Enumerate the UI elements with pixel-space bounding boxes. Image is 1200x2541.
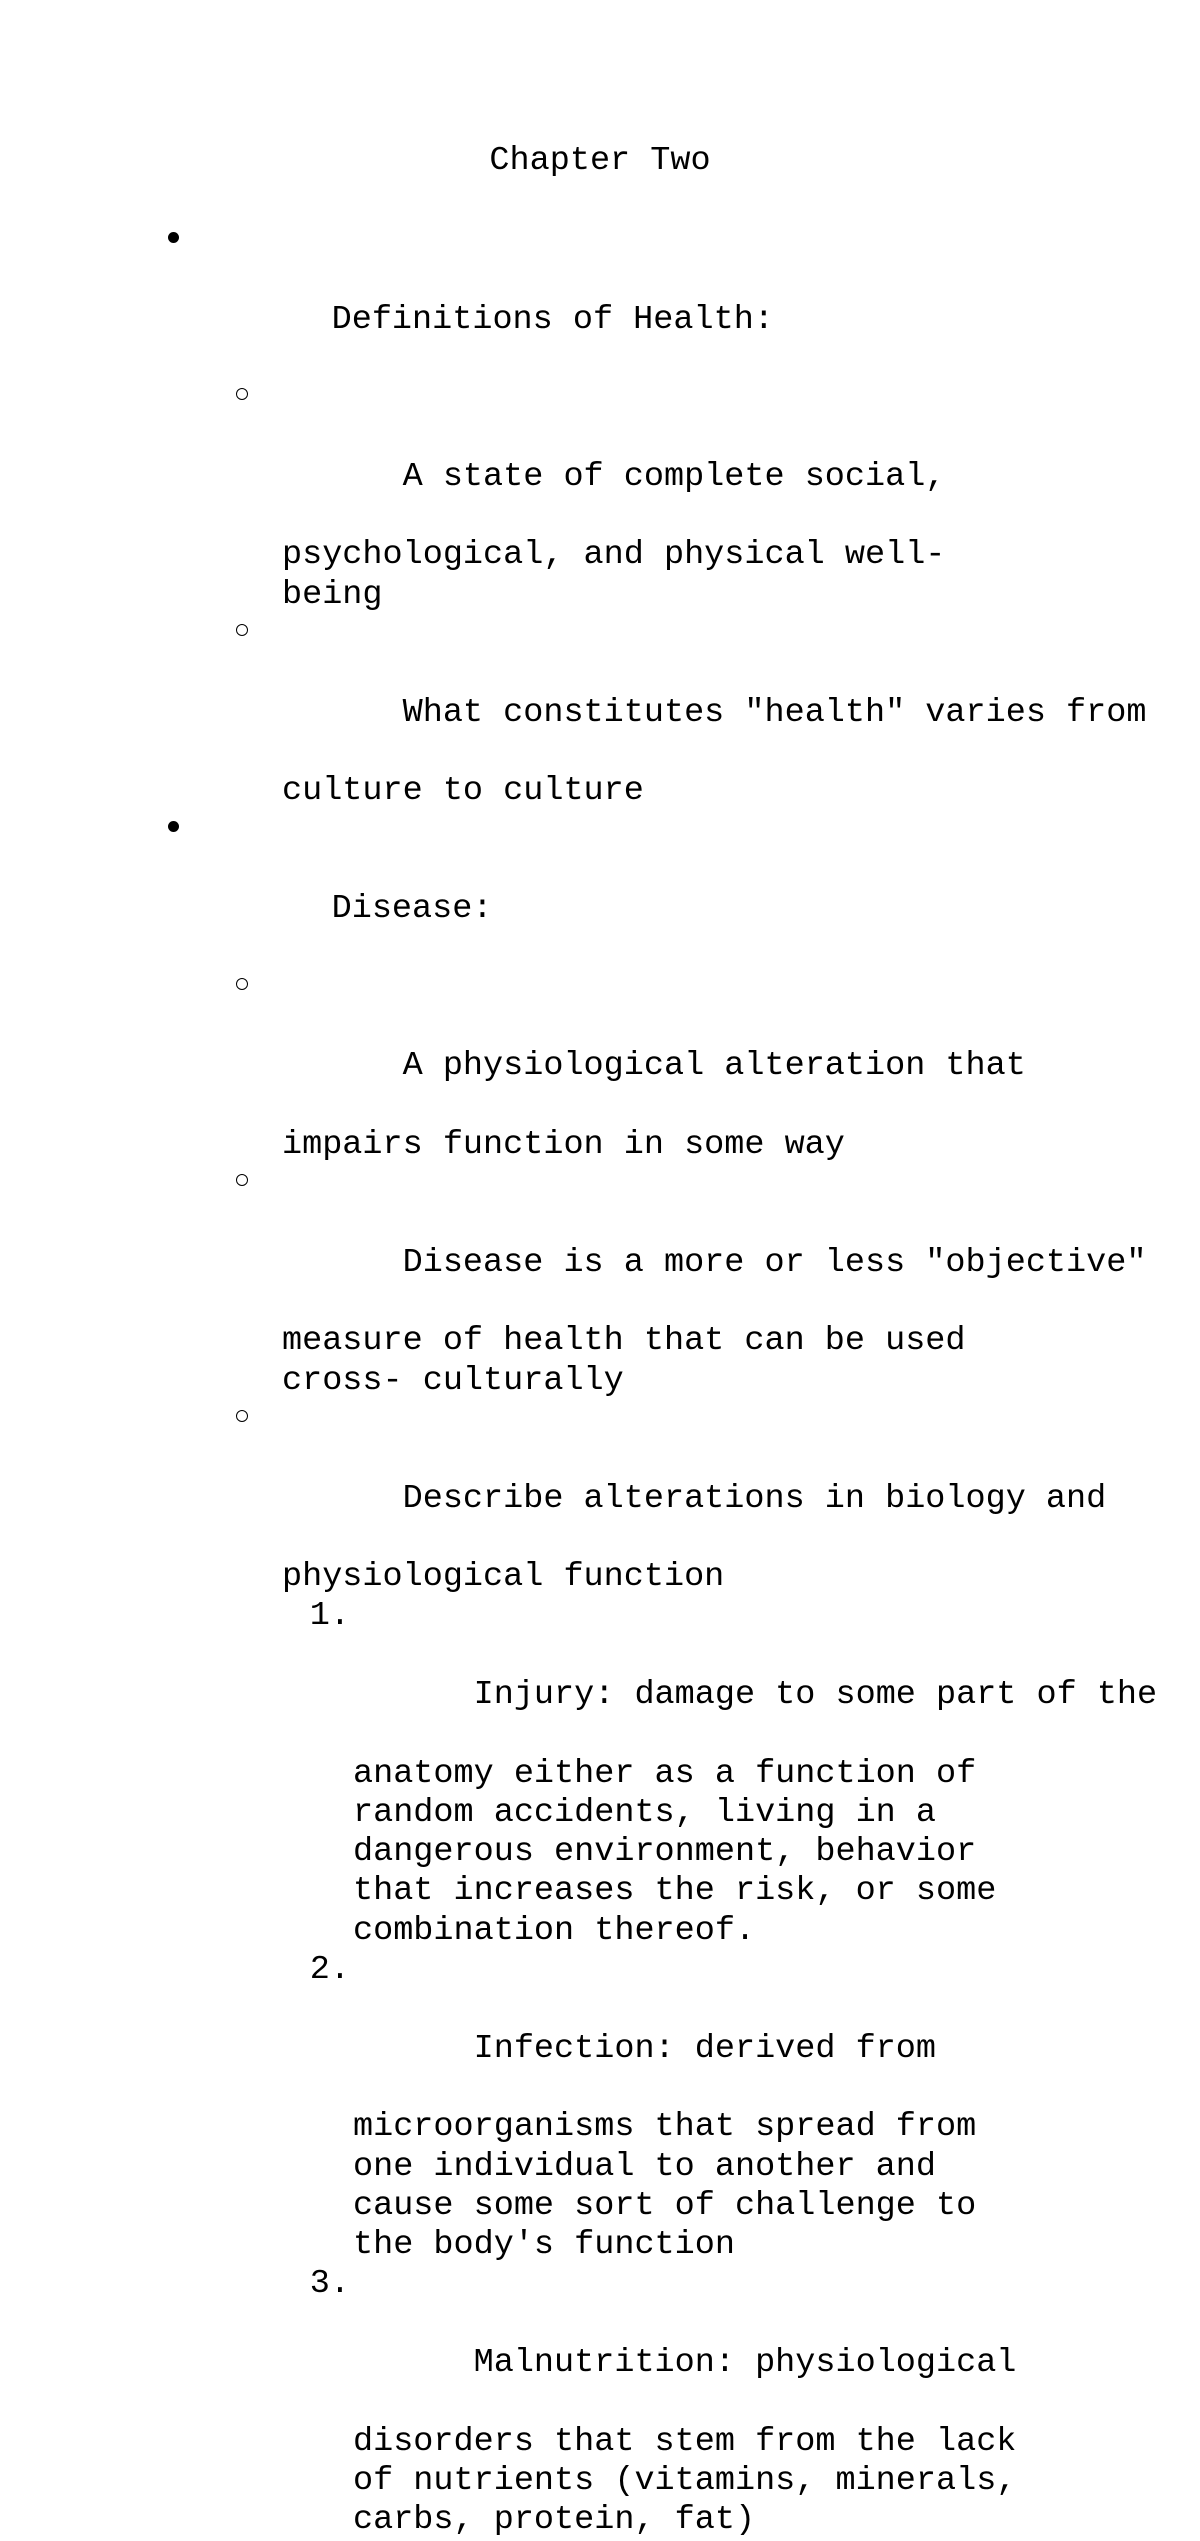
list-item-line: A physiological alteration that bbox=[402, 1047, 1026, 1086]
numbered-item bbox=[0, 2265, 1200, 2422]
list-item-continuation bbox=[0, 772, 1200, 811]
numbered-item-line: anatomy either as a function of bbox=[353, 1754, 977, 1793]
bullet-dot-icon bbox=[166, 222, 180, 261]
outline bbox=[0, 222, 1200, 2541]
bullet-circle-icon bbox=[236, 969, 250, 1008]
list-item-line: Disease is a more or less "objective" bbox=[402, 1243, 1147, 1282]
bullet-dot-icon bbox=[166, 811, 180, 850]
list-item bbox=[0, 969, 1200, 1126]
list-item bbox=[0, 379, 1200, 536]
list-item-continuation bbox=[0, 1322, 1200, 1361]
numbered-item-line: the body's function bbox=[353, 2226, 735, 2265]
numbered-item-continuation bbox=[0, 2108, 1200, 2147]
numbered-item-line: random accidents, living in a bbox=[353, 1793, 936, 1832]
item-number: 2. bbox=[309, 1951, 350, 1990]
page-title: Chapter Two bbox=[489, 142, 711, 180]
numbered-item bbox=[0, 1597, 1200, 1754]
numbered-item-line: of nutrients (vitamins, minerals, bbox=[353, 2461, 1017, 2500]
list-item-line: What constitutes "health" varies from bbox=[402, 693, 1147, 732]
list-item-line: psychological, and physical well- bbox=[282, 536, 946, 575]
numbered-item-continuation bbox=[0, 2501, 1200, 2540]
numbered-item-continuation bbox=[0, 2226, 1200, 2265]
list-item-line: cross- culturally bbox=[282, 1361, 624, 1400]
list-item-continuation bbox=[0, 576, 1200, 615]
list-item-continuation bbox=[0, 1362, 1200, 1401]
list-item-continuation bbox=[0, 536, 1200, 575]
numbered-item-continuation bbox=[0, 1912, 1200, 1951]
numbered-item-line: cause some sort of challenge to bbox=[353, 2186, 977, 2225]
list-item-line: being bbox=[282, 575, 383, 614]
numbered-item-line: combination thereof. bbox=[353, 1911, 756, 1950]
list-item bbox=[0, 1165, 1200, 1322]
section-heading-disease bbox=[0, 811, 1200, 968]
list-item-continuation bbox=[0, 1558, 1200, 1597]
list-item-line: physiological function bbox=[282, 1558, 725, 1597]
numbered-item-continuation bbox=[0, 2462, 1200, 2501]
bullet-circle-icon bbox=[236, 379, 250, 418]
numbered-item-line: that increases the risk, or some bbox=[353, 1872, 997, 1911]
list-item-line: culture to culture bbox=[282, 772, 644, 811]
numbered-item-line: one individual to another and bbox=[353, 2147, 936, 2186]
numbered-item-continuation bbox=[0, 2423, 1200, 2462]
list-item-line: A state of complete social, bbox=[402, 457, 946, 496]
numbered-item-continuation bbox=[0, 2187, 1200, 2226]
item-number: 1. bbox=[309, 1597, 350, 1636]
numbered-item-line: microorganisms that spread from bbox=[353, 2108, 977, 2147]
numbered-item-line: Infection: derived from bbox=[473, 2029, 937, 2068]
numbered-item-line: Injury: damage to some part of the bbox=[473, 1675, 1158, 1714]
item-number: 3. bbox=[309, 2265, 350, 2304]
numbered-item bbox=[0, 1951, 1200, 2108]
numbered-item-continuation bbox=[0, 1833, 1200, 1872]
list-item-line: impairs function in some way bbox=[282, 1125, 845, 1164]
list-item-line: Describe alterations in biology and bbox=[402, 1479, 1107, 1518]
numbered-item-line: carbs, protein, fat) bbox=[353, 2501, 756, 2540]
numbered-item-line: Malnutrition: physiological bbox=[473, 2344, 1017, 2383]
bullet-circle-icon bbox=[236, 615, 250, 654]
bullet-circle-icon bbox=[236, 1401, 250, 1440]
list-item bbox=[0, 615, 1200, 772]
bullet-circle-icon bbox=[236, 1165, 250, 1204]
list-item-continuation bbox=[0, 1126, 1200, 1165]
numbered-item-line: dangerous environment, behavior bbox=[353, 1833, 977, 1872]
numbered-item-continuation bbox=[0, 1794, 1200, 1833]
numbered-item-line: disorders that stem from the lack bbox=[353, 2422, 1017, 2461]
section-heading-health bbox=[0, 222, 1200, 379]
numbered-item-continuation bbox=[0, 2148, 1200, 2187]
section-heading-text: Definitions of Health: bbox=[331, 300, 774, 339]
numbered-item-continuation bbox=[0, 1755, 1200, 1794]
list-item-line: measure of health that can be used bbox=[282, 1322, 966, 1361]
numbered-item-continuation bbox=[0, 1872, 1200, 1911]
section-heading-text: Disease: bbox=[331, 890, 493, 929]
list-item bbox=[0, 1401, 1200, 1558]
